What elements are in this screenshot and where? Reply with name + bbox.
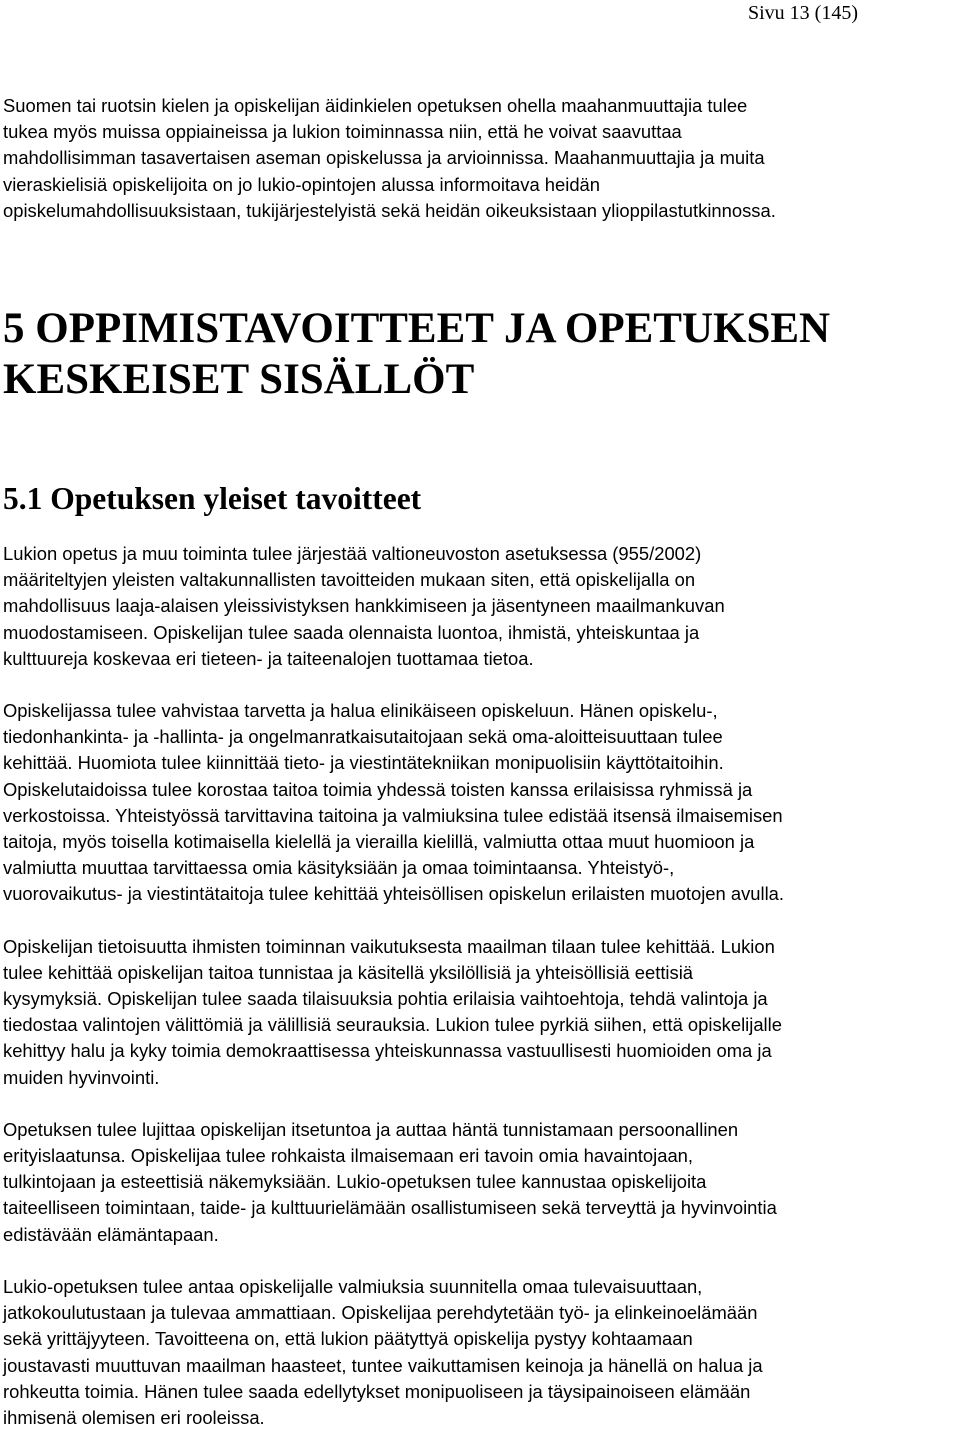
text-line: Suomen tai ruotsin kielen ja opiskelijan äidinkielen opetuksen ohella maahanmuuttajia tulee: [3, 95, 748, 116]
text-line: määriteltyjen yleisten valtakunnallisten tavoitteiden mukaan siten, että opiskelijalla on: [3, 569, 696, 591]
text-line: taitoja, myös toisella kotimaisella kielellä ja vierailla kielillä, valmiutta ottaa muut huomioon ja: [3, 831, 755, 853]
text-line: Opiskelijassa tulee vahvistaa tarvetta ja halua elinikäiseen opiskeluun. Hänen opiskelu-,: [3, 700, 718, 722]
text-line: Lukion opetus ja muu toiminta tulee järjestää valtioneuvoston asetuksessa (955/2002): [3, 543, 702, 565]
text-line: Opiskelutaidoissa tulee korostaa taitoa toimia yhdessä toisten kanssa erilaisissa ryhmissä ja: [3, 778, 753, 800]
text-line: Opetuksen tulee lujittaa opiskelijan itsetuntoa ja auttaa häntä tunnistamaan persoonallinen: [3, 1118, 739, 1140]
text-line: tulkintojaan ja esteettisiä näkemyksiään. Lukio-opetuksen tulee kannustaa opiskelijoita: [3, 1171, 707, 1193]
text-line: kehittää. Huomiota tulee kiinnittää tieto- ja viestintätekniikan monipuolisiin käyttötaitoihin.: [3, 752, 724, 774]
text-line: taiteelliseen toimintaan, taide- ja kulttuurielämään osallistumiseen sekä terveyttä ja hyvinvointia: [3, 1197, 777, 1219]
intro-paragraph: [3, 93, 958, 224]
page-number: Sivu 13 (145): [748, 2, 858, 24]
text-line: tukea myös muissa oppiaineissa ja lukion toiminnassa niin, että he voivat saavuttaa: [3, 121, 682, 143]
heading-line: 5 OPPIMISTAVOITTEET JA OPETUKSEN: [3, 305, 831, 353]
text-line: erityislaatunsa. Opiskelijaa tulee rohkaista ilmaisemaan eri tavoin omia havaintojaan,: [3, 1145, 694, 1167]
text-line: kysymyksiä. Opiskelijan tulee saada tilaisuuksia pohtia erilaisia vaihtoehtoja, tehdä valintoja ja: [3, 988, 768, 1010]
text-line: tiedonhankinta- ja -hallinta- ja ongelmanratkaisutaitojaan sekä oma-aloitteisuuttaan tulee: [3, 726, 723, 748]
text-line: mahdollisimman tasavertaisen aseman opiskelussa ja arvioinnissa. Maahanmuuttajia ja muita: [3, 147, 765, 169]
text-line: joustavasti muuttuvan maailman haasteet, tuntee vaikuttamisen keinoja ja hänellä on halua ja: [3, 1354, 763, 1376]
text-line: mahdollisuus laaja-alaisen yleissivistyksen hankkimiseen ja jäsentyneen maailmankuvan: [3, 595, 725, 617]
text-line: edistävään elämäntapaan.: [3, 1223, 219, 1245]
text-line: ihmisenä olemisen eri rooleissa.: [3, 1406, 265, 1428]
paragraph-ethics: [3, 934, 958, 1091]
heading-line: KESKEISET SISÄLLÖT: [3, 356, 475, 404]
document-body: [3, 93, 958, 1431]
text-line: tiedostaa valintojen välittömiä ja välillisiä seurauksia. Lukion tulee pyrkiä siihen, että opiskelijalle: [3, 1014, 782, 1036]
text-line: rohkeutta toimia. Hänen tulee saada edellytykset monipuoliseen ja täysipainoiseen elämään: [3, 1380, 751, 1402]
text-line: kulttuureja koskevaa eri tieteen- ja taiteenalojen tuottamaa tietoa.: [3, 647, 534, 669]
paragraph-self-esteem: [3, 1117, 958, 1248]
text-line: sekä yrittäjyyteen. Tavoitteena on, että lukion päätyttyä opiskelija pystyy kohtaamaan: [3, 1328, 693, 1350]
text-line: muodostamiseen. Opiskelijan tulee saada olennaista luontoa, ihmistä, yhteiskuntaa ja: [3, 621, 700, 643]
paragraph-lifelong-learning: [3, 698, 958, 908]
text-line: opiskelumahdollisuuksistaan, tukijärjestelyistä sekä heidän oikeuksistaan ylioppilastutkinnossa.: [3, 199, 776, 221]
paragraph-future: [3, 1274, 958, 1431]
text-line: tulee kehittää opiskelijan taitoa tunnistaa ja käsitellä yksilöllisiä ja yhteisöllisiä eettisiä: [3, 961, 694, 983]
text-line: kehittyy halu ja kyky toimia demokraattisessa yhteiskunnassa vastuullisesti huomioiden oma ja: [3, 1040, 772, 1062]
paragraph-general-goals: [3, 541, 958, 672]
text-line: vuorovaikutus- ja viestintätaitoja tulee kehittää yhteisöllisen opiskelun erilaisten muotojen avulla.: [3, 883, 785, 905]
text-line: valmiutta muuttaa tarvittaessa omia käsityksiään ja omaa toimintaansa. Yhteistyö-,: [3, 857, 675, 879]
section-heading: [3, 303, 958, 405]
text-line: Lukio-opetuksen tulee antaa opiskelijalle valmiuksia suunnitella omaa tulevaisuuttaan,: [3, 1275, 703, 1297]
text-line: verkostoissa. Yhteistyössä tarvittavina taitoina ja valmiuksina tulee edistää itsensä ilmaisemisen: [3, 804, 783, 826]
text-line: Opiskelijan tietoisuutta ihmisten toiminnan vaikutuksesta maailman tilaan tulee kehittää. Lukion: [3, 935, 775, 957]
subsection-heading: 5.1 Opetuksen yleiset tavoitteet: [3, 481, 422, 517]
text-line: jatkokoulutustaan ja tulevaa ammattiaan. Opiskelijaa perehdytetään työ- ja elinkeinoelämään: [3, 1302, 758, 1324]
text-line: vieraskielisiä opiskelijoita on jo lukio-opintojen alussa informoitava heidän: [3, 173, 601, 195]
text-line: muiden hyvinvointi.: [3, 1066, 160, 1088]
